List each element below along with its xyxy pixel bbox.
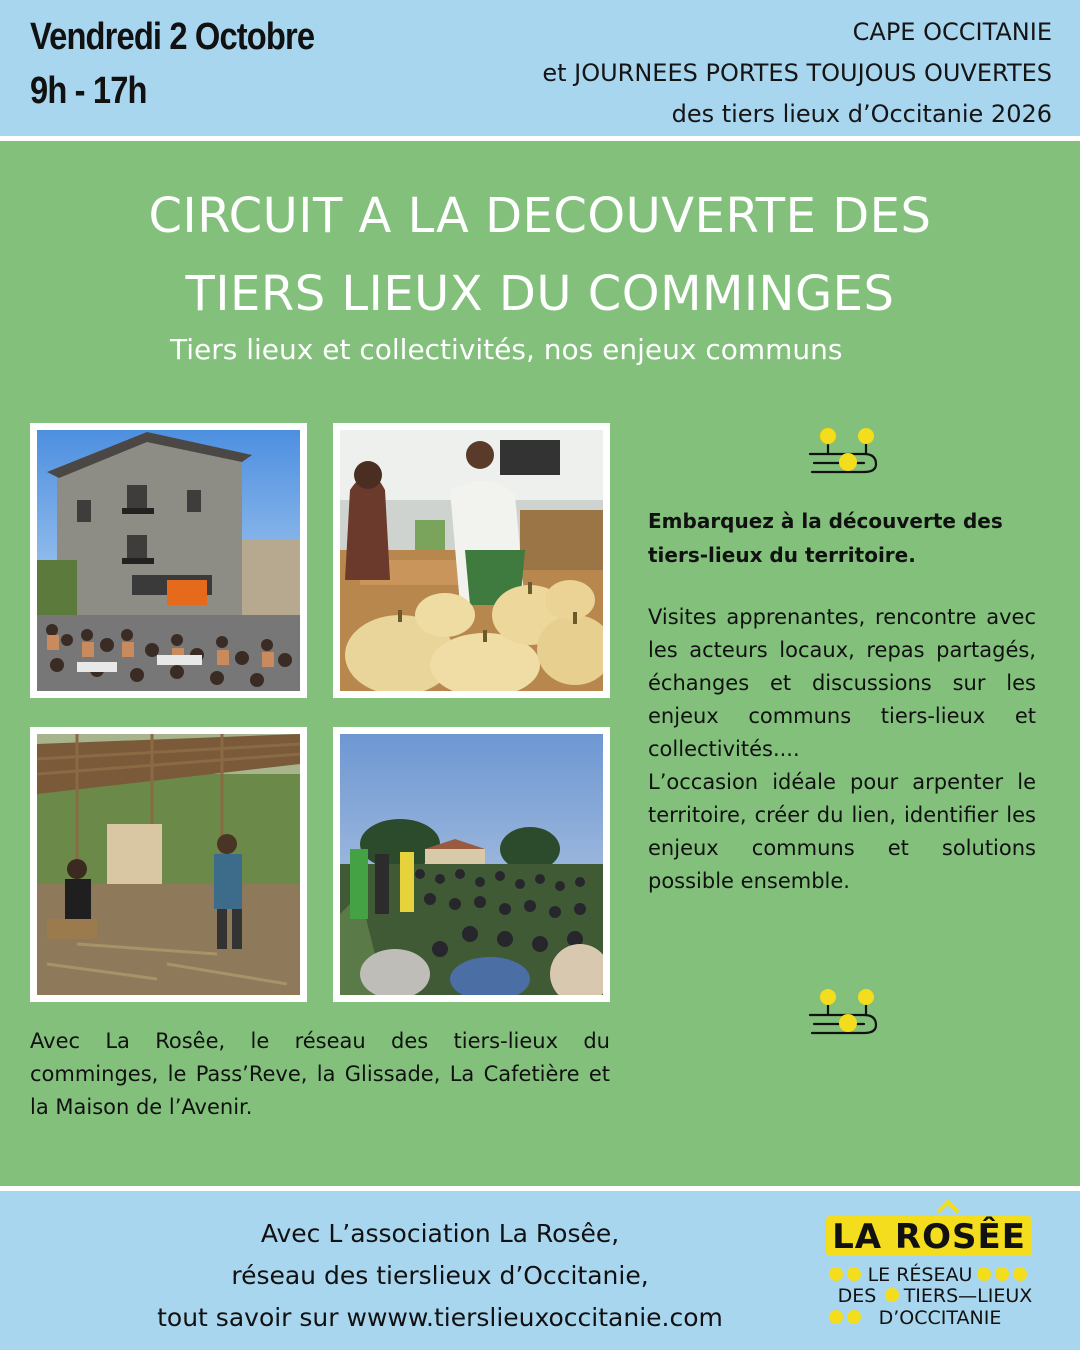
event-date: Vendredi 2 Octobre xyxy=(30,16,315,58)
photo-market-pumpkins xyxy=(333,423,610,698)
event-title-block xyxy=(542,12,1052,135)
description-column xyxy=(648,504,1036,898)
title-line-1: CIRCUIT A LA DECOUVERTE DES xyxy=(148,188,932,244)
title-line-2: TIERS LIEUX DU COMMINGES xyxy=(185,266,895,322)
tiers-lieux-path-icon xyxy=(806,987,880,1045)
footer-line-2: réseau des tierslieux d’Occitanie, xyxy=(231,1261,649,1290)
main-panel xyxy=(0,141,1080,1186)
occasion-text: L’occasion idéale pour arpenter le territoire, créer du lien, identifier les enjeux communs et solutions possible ensemble. xyxy=(648,770,1036,893)
date-block xyxy=(30,16,360,112)
event-hours: 9h - 17h xyxy=(30,70,147,112)
description-text: Visites apprenantes, rencontre avec les acteurs locaux, repas partagés, échanges et discussions sur les enjeux communs tiers-lieux et collectivités.... xyxy=(648,605,1036,761)
logo-name: LA ROSÊE xyxy=(832,1217,1026,1257)
footer-line-1: Avec L’association La Rosêe, xyxy=(260,1219,620,1248)
event-line-2: et JOURNEES PORTES TOUJOUS OUVERTES xyxy=(542,59,1052,87)
logo-line-1: LE RÉSEAU xyxy=(867,1264,973,1286)
logo-line-3: D’OCCITANIE xyxy=(878,1307,1002,1329)
partners-text: Avec La Rosêe, le réseau des tiers-lieux du comminges, le Pass’Reve, la Glissade, La Cafetière et la Maison de l’Avenir. xyxy=(30,1029,610,1119)
footer-text xyxy=(100,1213,780,1339)
event-line-3: des tiers lieux d’Occitanie 2026 xyxy=(671,100,1052,128)
photo-wooden-shelter xyxy=(30,727,307,1002)
lead-text: Embarquez à la découverte des tiers-lieux du territoire. xyxy=(648,509,1003,567)
subtitle: Tiers lieux et collectivités, nos enjeux communs xyxy=(170,333,843,366)
logo-line-2b: TIERS—LIEUX xyxy=(903,1285,1033,1307)
photo-outdoor-crowd xyxy=(333,727,610,1002)
header-banner xyxy=(0,0,1080,136)
la-rosee-logo xyxy=(820,1200,1040,1340)
event-line-1: CAPE OCCITANIE xyxy=(852,18,1052,46)
logo-line-2a: DES xyxy=(837,1285,877,1307)
footer-line-3: tout savoir sur wwww.tierslieuxoccitanie.com xyxy=(157,1303,723,1332)
tiers-lieux-path-icon xyxy=(806,426,880,484)
photo-building-terrace xyxy=(30,423,307,698)
